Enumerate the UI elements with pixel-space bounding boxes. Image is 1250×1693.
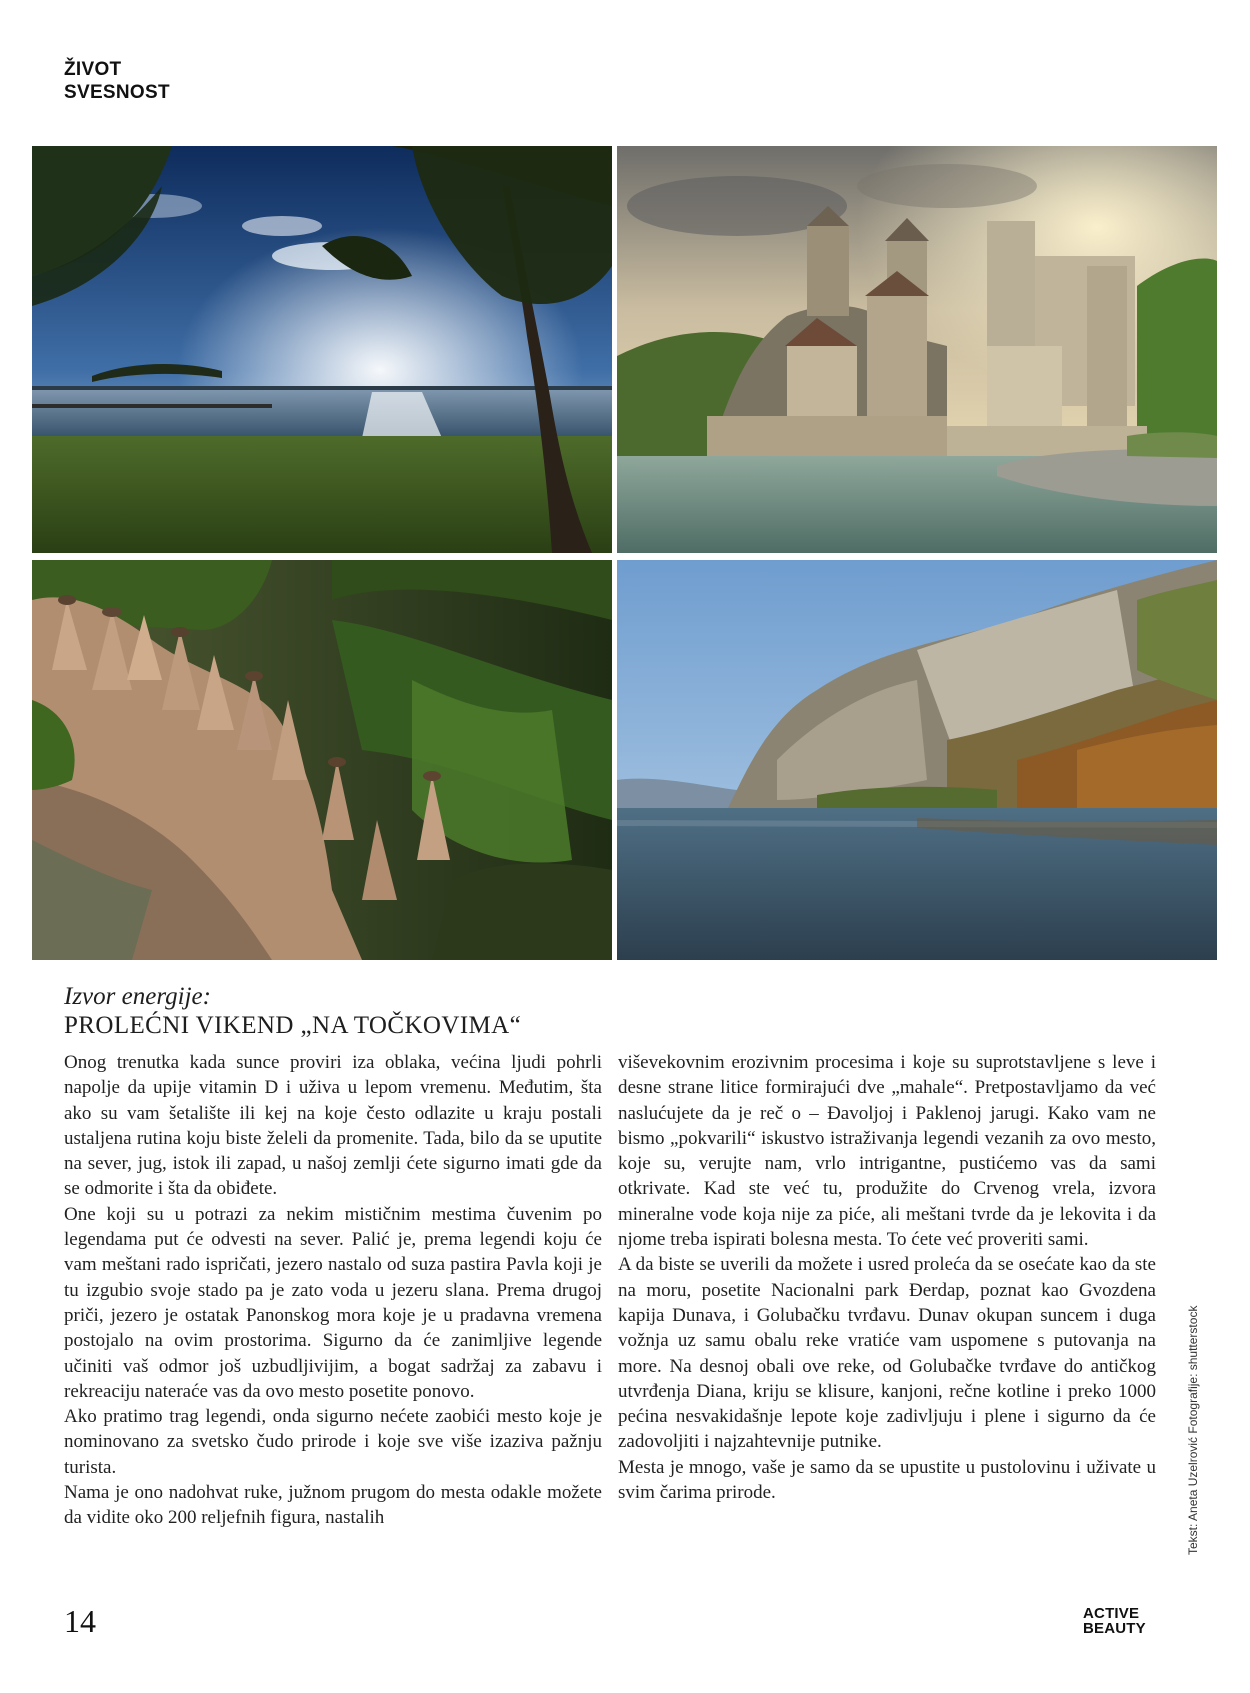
- paragraph: Nama je ono nadohvat ruke, južnom prugom do mesta odakle možete da vidite oko 200 reljefnih figura, nastalih: [64, 1482, 602, 1529]
- rock-formations-photo: [32, 560, 612, 960]
- magazine-logo: [1083, 1606, 1146, 1636]
- page-number: 14: [64, 1603, 96, 1639]
- article-headline: [64, 983, 624, 1041]
- gorge-photo: [617, 560, 1217, 960]
- section-label-line2: SVESNOST: [64, 82, 170, 103]
- article-column-right: [618, 1050, 1156, 1505]
- section-label: [64, 58, 170, 104]
- fortress-photo: [617, 146, 1217, 553]
- paragraph: Onog trenutka kada sunce proviri iza oblaka, većina ljudi pohrli napolje da upije vitamin D i uživa u lepom vremenu. Međutim, šta ako su vam šetalište ili kej na koje često odlazite u kraju postali ustaljena rutina koju biste želeli da promenite. Tada, bilo da se uputite na sever, jug, istok ili zapad, u našoj zemlji ćete sigurno imati gde da se odmorite i šta da obiđete.: [64, 1052, 602, 1200]
- magazine-logo-line2: BEAUTY: [1083, 1620, 1146, 1637]
- paragraph: viševekovnim erozivnim procesima i koje su suprotstavljene s leve i desne strane litice formirajući dve „mahale“. Pretpostavljamo da već naslućujete da je reč o – Đavoljoj i Paklenoj jarugi. Kako vam ne bismo „pokvarili“ iskustvo istraživanja legendi vezanih za ovo mesto, koje su, verujte nam, vrlo intrigantne, pustićemo vas da sami otkrivate. Kad ste već tu, produžite do Crvenog vrela, izvora mineralne vode koja nije za piće, ali meštani tvrde da je lekovita i da njome treba ispirati bolesna mesta. To ćete već proveriti sami.: [618, 1052, 1156, 1251]
- magazine-logo-line1: ACTIVE: [1083, 1605, 1140, 1622]
- paragraph: One koji su u potrazi za nekim mističnim mestima čuvenim po legendama put će odvesti na sever. Palić je, prema legendi koju će vam meštani rado ispričati, jezero nastalo od suza pastira Pavla koji je tu izgubio svoje stado pa je zato voda u jezeru slana. Prema drugoj priči, jezero je ostatak Panonskog mora koje je u pradavna vremena postojalo na ovim prostorima. Sigurno da će zanimljive legende učiniti vaš odmor još uzbudljivijim, a bogat sadržaj za zabavu i rekreaciju nateraće vas da ovo mesto posetite ponovo.: [64, 1203, 602, 1402]
- photo-credits: Tekst: Aneta Uzelrović Fotografije: shutterstock: [1186, 1305, 1200, 1555]
- paragraph: Ako pratimo trag legendi, onda sigurno nećete zaobići mesto koje je nominovano za svetsko čudo prirode i koje sve više izaziva pažnju turista.: [64, 1406, 602, 1478]
- paragraph: Mesta je mnogo, vaše je samo da se upustite u pustolovinu i uživate u svim čarima prirode.: [618, 1456, 1156, 1504]
- lake-photo: [32, 146, 612, 553]
- article-kicker: Izvor energije:: [64, 983, 211, 1010]
- section-label-line1: ŽIVOT: [64, 59, 122, 80]
- article-column-left: [64, 1050, 602, 1531]
- article-title: PROLEĆNI VIKEND „NA TOČKOVIMA“: [64, 1012, 522, 1039]
- paragraph: A da biste se uverili da možete i usred proleća da se osećate kao da ste na moru, posetite Nacionalni park Đerdap, poznat kao Gvozdena kapija Dunava, i Golubačku tvrđavu. Dunav okupan suncem i duga vožnja uz samu obalu reke vratiće vam uspomene s putovanja na more. Na desnoj obali ove reke, od Golubačke tvrđave do antičkog utvrđenja Diana, kriju se klisure, kanjoni, rečne kotline i preko 1000 pećina nesvakidašnje lepote koje zadivljuju i plene i sigurno da će zadovoljiti i najzahtevnije putnike.: [618, 1254, 1156, 1453]
